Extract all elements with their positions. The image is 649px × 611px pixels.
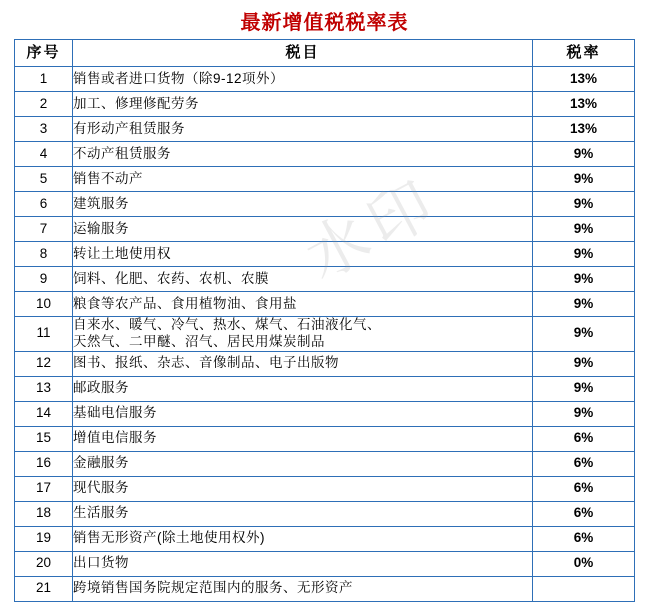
row-rate: 9%	[533, 376, 635, 401]
row-rate: 9%	[533, 292, 635, 317]
table-row	[15, 217, 635, 242]
row-item: 饲料、化肥、农药、农机、农膜	[73, 267, 533, 292]
table-row	[15, 292, 635, 317]
row-item: 运输服务	[73, 217, 533, 242]
table-row	[15, 376, 635, 401]
row-item: 建筑服务	[73, 192, 533, 217]
row-no: 19	[15, 526, 73, 551]
table-row	[15, 476, 635, 501]
page-title: 最新增值税税率表	[240, 12, 409, 34]
table-row	[15, 192, 635, 217]
row-no: 8	[15, 242, 73, 267]
table-row	[15, 92, 635, 117]
row-rate: 6%	[533, 426, 635, 451]
row-no: 3	[15, 117, 73, 142]
row-no: 21	[15, 576, 73, 601]
row-no: 13	[15, 376, 73, 401]
table-row	[15, 317, 635, 352]
row-item: 出口货物	[73, 551, 533, 576]
row-rate: 6%	[533, 476, 635, 501]
table-row	[15, 451, 635, 476]
table-row	[15, 142, 635, 167]
row-no: 5	[15, 167, 73, 192]
row-rate: 13%	[533, 117, 635, 142]
row-item: 现代服务	[73, 476, 533, 501]
row-item: 邮政服务	[73, 376, 533, 401]
row-rate: 9%	[533, 217, 635, 242]
row-item: 粮食等农产品、食用植物油、食用盐	[73, 292, 533, 317]
row-rate: 6%	[533, 526, 635, 551]
row-rate: 6%	[533, 451, 635, 476]
table-row	[15, 426, 635, 451]
row-no: 10	[15, 292, 73, 317]
row-item: 销售不动产	[73, 167, 533, 192]
row-rate: 9%	[533, 267, 635, 292]
row-rate: 9%	[533, 351, 635, 376]
row-rate: 6%	[533, 501, 635, 526]
row-rate: 13%	[533, 92, 635, 117]
row-no: 11	[15, 317, 73, 352]
row-item: 加工、修理修配劳务	[73, 92, 533, 117]
table-row	[15, 576, 635, 601]
table-row	[15, 501, 635, 526]
row-no: 15	[15, 426, 73, 451]
vat-rate-table	[14, 39, 635, 602]
table-row	[15, 351, 635, 376]
row-rate: 9%	[533, 167, 635, 192]
row-no: 7	[15, 217, 73, 242]
row-item: 不动产租赁服务	[73, 142, 533, 167]
table-row	[15, 526, 635, 551]
row-item: 基础电信服务	[73, 401, 533, 426]
row-item: 图书、报纸、杂志、音像制品、电子出版物	[73, 351, 533, 376]
row-rate: 9%	[533, 401, 635, 426]
row-rate: 9%	[533, 192, 635, 217]
watermark-text: 水印	[295, 167, 451, 294]
row-item: 转让土地使用权	[73, 242, 533, 267]
table-header-row	[15, 40, 635, 67]
table-row	[15, 267, 635, 292]
row-item	[73, 317, 533, 352]
column-header-no: 序号	[15, 40, 73, 67]
table-row	[15, 242, 635, 267]
row-rate: 0%	[533, 551, 635, 576]
row-item-line2: 天然气、二甲醚、沼气、居民用煤炭制品	[73, 333, 325, 349]
row-rate: 9%	[533, 317, 635, 352]
row-no: 17	[15, 476, 73, 501]
row-no: 18	[15, 501, 73, 526]
row-rate: 9%	[533, 242, 635, 267]
row-item-line1: 自来水、暖气、冷气、热水、煤气、石油液化气、	[73, 317, 381, 332]
row-item: 销售或者进口货物（除9-12项外）	[73, 67, 533, 92]
table-row	[15, 401, 635, 426]
column-header-rate: 税率	[533, 40, 635, 67]
row-rate: 13%	[533, 67, 635, 92]
row-item: 销售无形资产(除土地使用权外)	[73, 526, 533, 551]
row-no: 9	[15, 267, 73, 292]
row-no: 12	[15, 351, 73, 376]
row-no: 14	[15, 401, 73, 426]
table-row	[15, 551, 635, 576]
table-row	[15, 167, 635, 192]
table-row	[15, 67, 635, 92]
row-item: 有形动产租赁服务	[73, 117, 533, 142]
row-no: 16	[15, 451, 73, 476]
row-item: 增值电信服务	[73, 426, 533, 451]
table-row	[15, 117, 635, 142]
row-no: 6	[15, 192, 73, 217]
row-item: 生活服务	[73, 501, 533, 526]
column-header-item: 税目	[73, 40, 533, 67]
row-rate: 9%	[533, 142, 635, 167]
row-no: 1	[15, 67, 73, 92]
row-item: 金融服务	[73, 451, 533, 476]
row-no: 4	[15, 142, 73, 167]
row-rate	[533, 576, 635, 601]
row-no: 20	[15, 551, 73, 576]
row-no: 2	[15, 92, 73, 117]
row-item: 跨境销售国务院规定范围内的服务、无形资产	[73, 576, 533, 601]
